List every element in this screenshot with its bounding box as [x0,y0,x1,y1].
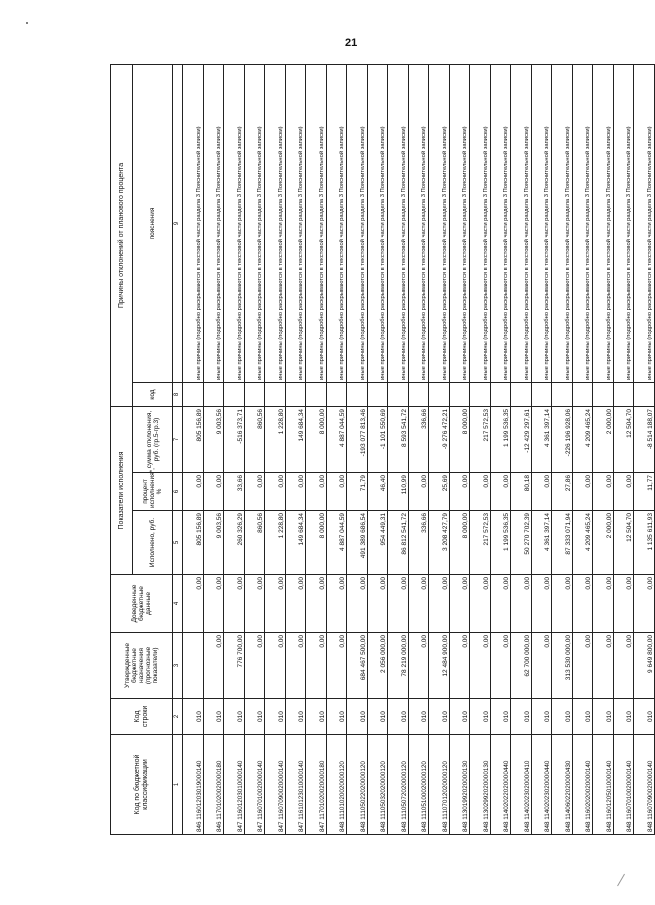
column-number: 7 [173,406,183,472]
table-row [613,64,634,834]
explanation-cell: иные причины (подробно раскрываются в текстовой части раздела 3 Пояснительной записки) [634,64,655,382]
approved-cell: 776 700,00 [224,633,245,699]
percent-cell: 25,69 [429,473,450,511]
percent-cell: 0,00 [449,473,470,511]
header-explanation: пояснения [133,64,173,382]
percent-cell: 0,00 [408,473,429,511]
deviation-cell: 12 504,70 [613,406,634,472]
approved-cell: 0,00 [265,633,286,699]
row-code-cell: 010 [244,699,265,735]
rotated-table [110,65,654,835]
deviation-cell: -9 276 472,21 [429,406,450,472]
brought-cell: 0,00 [634,575,655,633]
approved-cell: 684 467 500,00 [347,633,368,699]
explanation-cell: иные причины (подробно раскрываются в текстовой части раздела 3 Пояснительной записки) [244,64,265,382]
reason-code-cell [367,382,388,406]
reason-code-cell [613,382,634,406]
executed-cell: 336,66 [408,511,429,575]
deviation-cell: 8 593 541,72 [388,406,409,472]
kbk-cell: 848 11402023020000410 [511,735,532,835]
reason-code-cell [429,382,450,406]
header-approved: Утвержденные бюджетные назначения (прогнозные показатели) [111,633,173,699]
approved-cell: 0,00 [470,633,491,699]
row-code-cell: 010 [203,699,224,735]
row-code-cell: 010 [388,699,409,735]
column-number: 6 [173,473,183,511]
deviation-cell: 2 000,00 [593,406,614,472]
executed-cell: 50 270 702,39 [511,511,532,575]
percent-cell: 11,77 [634,473,655,511]
kbk-cell: 847 11610123010000140 [285,735,306,835]
column-number: 5 [173,511,183,575]
reason-code-cell [265,382,286,406]
percent-cell: 0,00 [265,473,286,511]
deviation-cell: 336,66 [408,406,429,472]
explanation-cell: иные причины (подробно раскрываются в текстовой части раздела 3 Пояснительной записки) [265,64,286,382]
kbk-cell: 847 11607010020000140 [244,735,265,835]
reason-code-cell [449,382,470,406]
header-percent: процент исполнения*, % [133,473,173,511]
table-row [265,64,286,834]
kbk-cell: 848 11607090020000140 [634,735,655,835]
row-code-cell: 010 [613,699,634,735]
executed-cell: 860,56 [244,511,265,575]
reason-code-cell [470,382,491,406]
explanation-cell: иные причины (подробно раскрываются в текстовой части раздела 3 Пояснительной записки) [572,64,593,382]
approved-cell: 0,00 [490,633,511,699]
reason-code-cell [511,382,532,406]
executed-cell: 8 000,00 [449,511,470,575]
table-row [224,64,245,834]
brought-cell: 0,00 [285,575,306,633]
explanation-cell: иные причины (подробно раскрываются в текстовой части раздела 3 Пояснительной записки) [203,64,224,382]
reason-code-cell [408,382,429,406]
brought-cell: 0,00 [367,575,388,633]
approved-cell: 313 530 000,00 [552,633,573,699]
scan-speck [26,22,28,24]
header-deviation: сумма отклонения, руб. (гр.5-гр.3) [133,406,173,472]
kbk-cell: 848 11301992020000130 [449,735,470,835]
brought-cell: 0,00 [593,575,614,633]
reason-code-cell [306,382,327,406]
brought-cell: 0,00 [572,575,593,633]
explanation-cell: иные причины (подробно раскрываются в текстовой части раздела 3 Пояснительной записки) [593,64,614,382]
row-code-cell: 010 [306,699,327,735]
row-code-cell: 010 [183,699,204,735]
percent-cell: 80,18 [511,473,532,511]
percent-cell: 0,00 [285,473,306,511]
executed-cell: 954 449,31 [367,511,388,575]
deviation-cell: 9 003,56 [203,406,224,472]
percent-cell: 27,86 [552,473,573,511]
brought-cell: 0,00 [531,575,552,633]
reason-code-cell [388,382,409,406]
column-number: 4 [173,575,183,633]
explanation-cell: иные причины (подробно раскрываются в текстовой части раздела 3 Пояснительной записки) [511,64,532,382]
kbk-cell: 848 11302992020000130 [470,735,491,835]
approved-cell: 9 649 800,00 [634,633,655,699]
executed-cell: 87 333 071,94 [552,511,573,575]
table-row [511,64,532,834]
table-row [347,64,368,834]
explanation-cell: иные причины (подробно раскрываются в текстовой части раздела 3 Пояснительной записки) [470,64,491,382]
executed-cell: 3 208 427,79 [429,511,450,575]
deviation-cell: 8 000,00 [449,406,470,472]
table-row [634,64,655,834]
brought-cell: 0,00 [224,575,245,633]
row-code-cell: 010 [490,699,511,735]
kbk-cell: 847 11601203010000140 [224,735,245,835]
deviation-cell: 1 228,80 [265,406,286,472]
brought-cell: 0,00 [429,575,450,633]
reason-code-cell [203,382,224,406]
kbk-cell: 848 11602020020000140 [572,735,593,835]
brought-cell: 0,00 [388,575,409,633]
executed-cell: 491 389 686,54 [347,511,368,575]
kbk-cell: 848 11101020020000120 [326,735,347,835]
approved-cell [183,633,204,699]
explanation-cell: иные причины (подробно раскрываются в текстовой части раздела 3 Пояснительной записки) [306,64,327,382]
deviation-cell: -193 077 813,46 [347,406,368,472]
kbk-cell: 848 11105100020000120 [408,735,429,835]
deviation-cell: 217 572,53 [470,406,491,472]
kbk-cell: 848 11601205010000140 [593,735,614,835]
table-row [593,64,614,834]
executed-cell: 4 887 044,59 [326,511,347,575]
executed-cell: 1 199 536,35 [490,511,511,575]
row-code-cell: 010 [470,699,491,735]
percent-cell: 0,00 [306,473,327,511]
approved-cell: 2 056 000,00 [367,633,388,699]
explanation-cell: иные причины (подробно раскрываются в текстовой части раздела 3 Пояснительной записки) [613,64,634,382]
table-row [367,64,388,834]
table-row [552,64,573,834]
kbk-cell: 848 11402023020000440 [531,735,552,835]
column-number-row [173,64,183,834]
brought-cell: 0,00 [613,575,634,633]
header-reason-code: код [133,382,173,406]
table-row [326,64,347,834]
column-number: 3 [173,633,183,699]
brought-cell: 0,00 [490,575,511,633]
column-number: 8 [173,382,183,406]
explanation-cell: иные причины (подробно раскрываются в текстовой части раздела 3 Пояснительной записки) [408,64,429,382]
approved-cell: 0,00 [244,633,265,699]
executed-cell: 8 000,00 [306,511,327,575]
percent-cell: 33,66 [224,473,245,511]
executed-cell: 149 684,34 [285,511,306,575]
executed-cell: 12 504,70 [613,511,634,575]
brought-cell: 0,00 [552,575,573,633]
page-number: 21 [345,37,358,49]
approved-cell: 0,00 [613,633,634,699]
row-code-cell: 010 [634,699,655,735]
row-code-cell: 010 [285,699,306,735]
table-row [388,64,409,834]
brought-cell: 0,00 [244,575,265,633]
row-code-cell: 010 [531,699,552,735]
approved-cell: 78 219 000,00 [388,633,409,699]
approved-cell: 0,00 [531,633,552,699]
percent-cell: 0,00 [531,473,552,511]
table-body [173,64,655,834]
reason-code-cell [347,382,368,406]
percent-cell: 0,00 [470,473,491,511]
header-row-code: Код строки [111,699,173,735]
row-code-cell: 010 [408,699,429,735]
deviation-cell: 4 361 397,14 [531,406,552,472]
explanation-cell: иные причины (подробно раскрываются в текстовой части раздела 3 Пояснительной записки) [552,64,573,382]
brought-cell: 0,00 [449,575,470,633]
header-brought: Доведенные бюджетные данные [111,575,173,633]
row-code-cell: 010 [347,699,368,735]
table-row [531,64,552,834]
percent-cell: 0,00 [244,473,265,511]
explanation-cell: иные причины (подробно раскрываются в текстовой части раздела 3 Пояснительной записки) [285,64,306,382]
executed-cell: 2 000,00 [593,511,614,575]
percent-cell: 110,99 [388,473,409,511]
row-code-cell: 010 [511,699,532,735]
row-code-cell: 010 [367,699,388,735]
executed-cell: 1 135 611,93 [634,511,655,575]
percent-cell: 0,00 [572,473,593,511]
row-code-cell: 010 [593,699,614,735]
executed-cell: 4 361 397,14 [531,511,552,575]
reason-code-cell [634,382,655,406]
column-number: 2 [173,699,183,735]
table-row [408,64,429,834]
brought-cell: 0,00 [326,575,347,633]
header-kbk: Код по бюджетной классификации [111,735,173,835]
approved-cell: 0,00 [306,633,327,699]
reason-code-cell [326,382,347,406]
kbk-cell: 848 11406022020000430 [552,735,573,835]
deviation-cell: -516 373,71 [224,406,245,472]
deviation-cell: 860,56 [244,406,265,472]
kbk-cell: 846 11601203019000140 [183,735,204,835]
reason-code-cell [572,382,593,406]
brought-cell: 0,00 [347,575,368,633]
deviation-cell: -1 101 550,69 [367,406,388,472]
kbk-cell: 848 11105072020000120 [388,735,409,835]
kbk-cell: 848 11607010020000140 [613,735,634,835]
brought-cell: 0,00 [203,575,224,633]
reason-code-cell [183,382,204,406]
percent-cell: 0,00 [613,473,634,511]
executed-cell: 260 326,29 [224,511,245,575]
approved-cell: 62 700 000,00 [511,633,532,699]
deviation-cell: -12 429 297,61 [511,406,532,472]
deviation-cell: -226 196 928,06 [552,406,573,472]
deviation-cell: 8 000,00 [306,406,327,472]
explanation-cell: иные причины (подробно раскрываются в текстовой части раздела 3 Пояснительной записки) [224,64,245,382]
kbk-cell: 846 11701020020000180 [203,735,224,835]
brought-cell: 0,00 [306,575,327,633]
table-row [285,64,306,834]
executed-cell: 86 812 541,72 [388,511,409,575]
approved-cell: 0,00 [326,633,347,699]
table-row [306,64,327,834]
table-row [449,64,470,834]
executed-cell: 4 209 465,24 [572,511,593,575]
approved-cell: 0,00 [408,633,429,699]
percent-cell: 71,79 [347,473,368,511]
approved-cell: 0,00 [285,633,306,699]
approved-cell: 0,00 [572,633,593,699]
table-row [429,64,450,834]
row-code-cell: 010 [572,699,593,735]
approved-cell: 12 484 900,00 [429,633,450,699]
approved-cell: 0,00 [593,633,614,699]
percent-cell: 46,40 [367,473,388,511]
deviation-cell: 149 684,34 [285,406,306,472]
brought-cell: 0,00 [511,575,532,633]
row-code-cell: 010 [429,699,450,735]
row-code-cell: 010 [449,699,470,735]
percent-cell: 0,00 [593,473,614,511]
reason-code-cell [285,382,306,406]
scan-artifact [617,874,632,891]
table-row [470,64,491,834]
budget-execution-table [110,64,655,835]
explanation-cell: иные причины (подробно раскрываются в текстовой части раздела 3 Пояснительной записки) [490,64,511,382]
percent-cell: 0,00 [326,473,347,511]
column-number: 1 [173,735,183,835]
header-reasons-group: Причины отклонений от планового процента [111,64,133,406]
row-code-cell: 010 [224,699,245,735]
executed-cell: 9 003,56 [203,511,224,575]
percent-cell: 0,00 [183,473,204,511]
reason-code-cell [593,382,614,406]
reason-code-cell [490,382,511,406]
deviation-cell: 805 156,89 [183,406,204,472]
reason-code-cell [244,382,265,406]
percent-cell: 0,00 [490,473,511,511]
row-code-cell: 010 [552,699,573,735]
deviation-cell: -8 514 188,07 [634,406,655,472]
header-executed: Исполнено, руб. [133,511,173,575]
brought-cell: 0,00 [470,575,491,633]
percent-cell: 0,00 [203,473,224,511]
kbk-cell: 848 11402022020000440 [490,735,511,835]
executed-cell: 805 156,89 [183,511,204,575]
brought-cell: 0,00 [408,575,429,633]
executed-cell: 1 228,80 [265,511,286,575]
column-number: 9 [173,64,183,382]
explanation-cell: иные причины (подробно раскрываются в текстовой части раздела 3 Пояснительной записки) [183,64,204,382]
table-container [110,65,654,835]
deviation-cell: 1 199 536,35 [490,406,511,472]
kbk-cell: 847 11607090020000140 [265,735,286,835]
explanation-cell: иные причины (подробно раскрываются в текстовой части раздела 3 Пояснительной записки) [367,64,388,382]
table-row [183,64,204,834]
kbk-cell: 848 11107012020000120 [429,735,450,835]
deviation-cell: 4 209 465,24 [572,406,593,472]
reason-code-cell [531,382,552,406]
reason-code-cell [552,382,573,406]
explanation-cell: иные причины (подробно раскрываются в текстовой части раздела 3 Пояснительной записки) [531,64,552,382]
kbk-cell: 847 11701020020000180 [306,735,327,835]
explanation-cell: иные причины (подробно раскрываются в текстовой части раздела 3 Пояснительной записки) [388,64,409,382]
approved-cell: 0,00 [203,633,224,699]
executed-cell: 217 572,53 [470,511,491,575]
explanation-cell: иные причины (подробно раскрываются в текстовой части раздела 3 Пояснительной записки) [347,64,368,382]
reason-code-cell [224,382,245,406]
deviation-cell: 4 887 044,59 [326,406,347,472]
brought-cell: 0,00 [183,575,204,633]
explanation-cell: иные причины (подробно раскрываются в текстовой части раздела 3 Пояснительной записки) [449,64,470,382]
explanation-cell: иные причины (подробно раскрываются в текстовой части раздела 3 Пояснительной записки) [429,64,450,382]
approved-cell: 0,00 [449,633,470,699]
row-code-cell: 010 [265,699,286,735]
table-row [244,64,265,834]
header-exec-group: Показатели исполнения [111,406,133,574]
row-code-cell: 010 [326,699,347,735]
explanation-cell: иные причины (подробно раскрываются в текстовой части раздела 3 Пояснительной записки) [326,64,347,382]
kbk-cell: 848 11105022020000120 [347,735,368,835]
brought-cell: 0,00 [265,575,286,633]
table-row [572,64,593,834]
table-row [203,64,224,834]
kbk-cell: 848 11105032020000120 [367,735,388,835]
table-row [490,64,511,834]
